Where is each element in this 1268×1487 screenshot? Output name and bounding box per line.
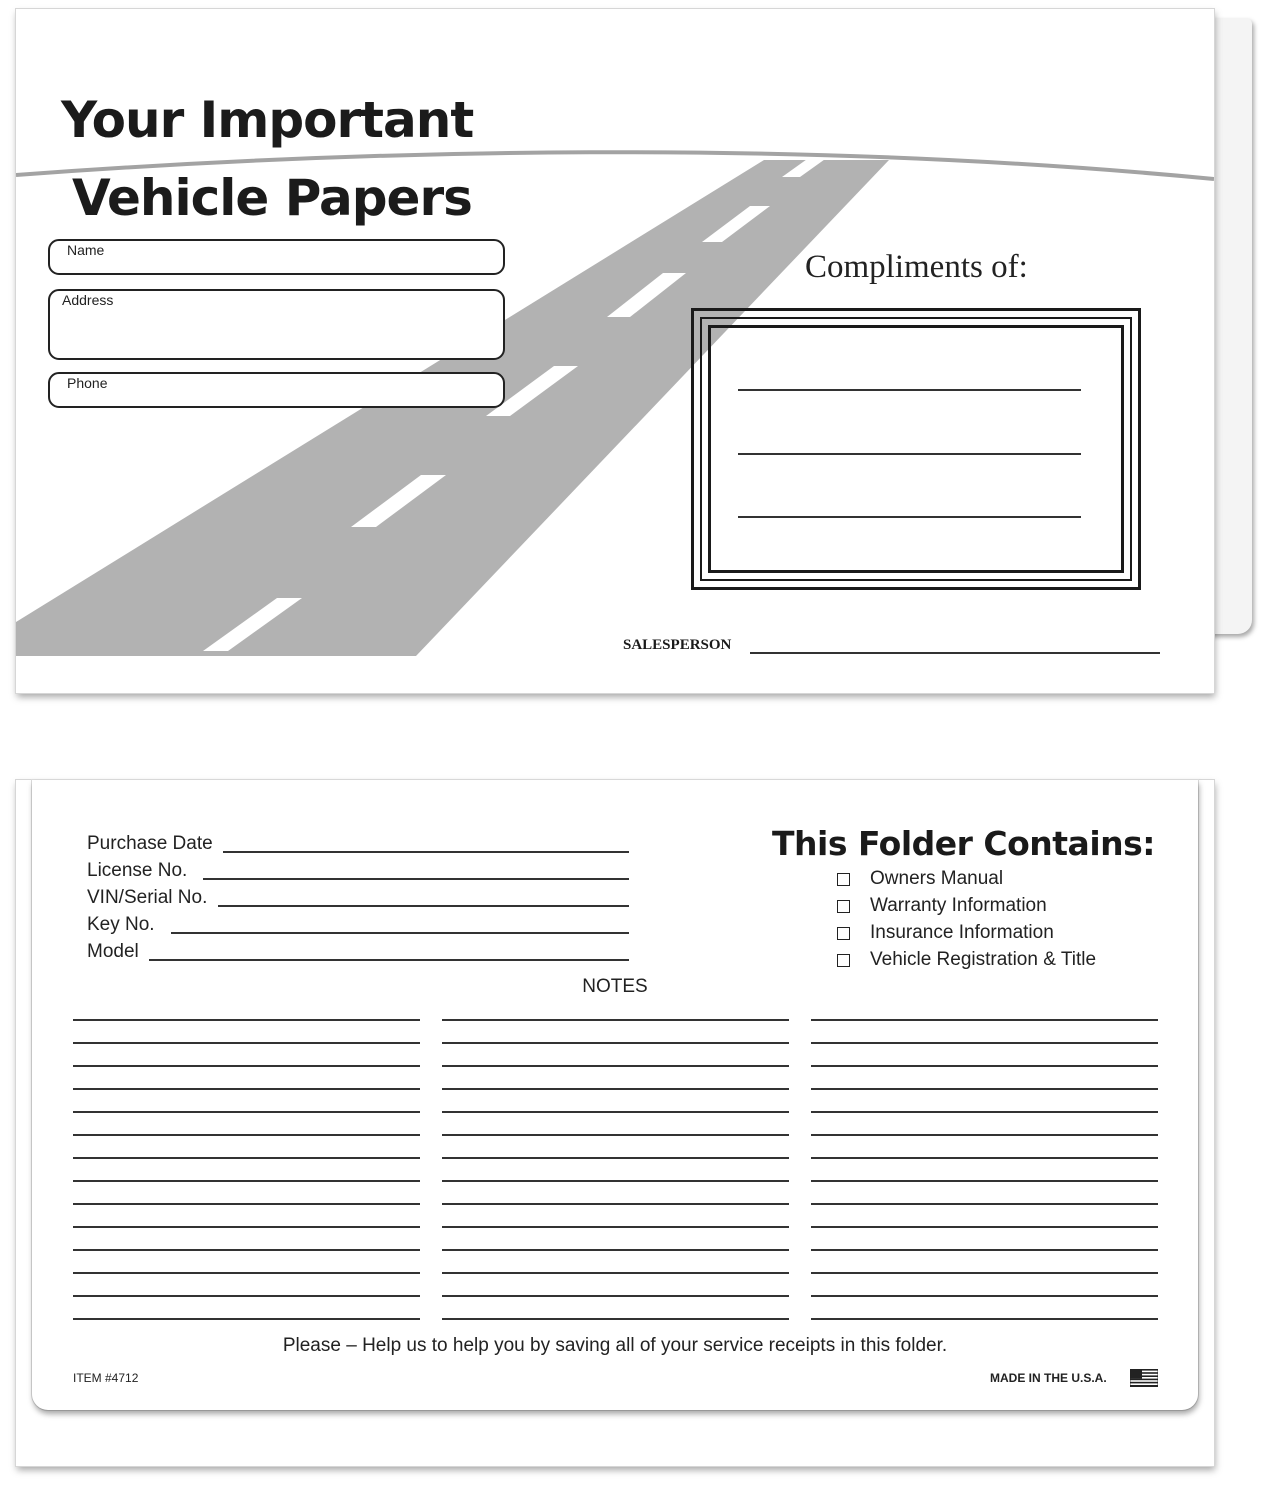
note-line[interactable] [811,1157,1158,1159]
license-no-line[interactable] [203,878,629,880]
note-line[interactable] [442,1088,789,1090]
dealer-line-1[interactable] [738,389,1081,391]
note-line[interactable] [811,1180,1158,1182]
note-line[interactable] [442,1249,789,1251]
made-in-label: MADE IN THE U.S.A. [990,1371,1107,1385]
contents-title: This Folder Contains: [772,824,1155,863]
registration-title-checkbox[interactable] [837,954,850,967]
salesperson-label: SALESPERSON [623,637,732,653]
note-line[interactable] [73,1249,420,1251]
note-line[interactable] [442,1134,789,1136]
note-line[interactable] [811,1203,1158,1205]
warranty-information-checkbox[interactable] [837,900,850,913]
name-field[interactable] [48,239,505,275]
note-line[interactable] [442,1180,789,1182]
note-line[interactable] [442,1226,789,1228]
note-line[interactable] [811,1019,1158,1021]
compliments-label: Compliments of: [805,249,1028,285]
dealer-line-3[interactable] [738,516,1081,518]
note-line[interactable] [442,1111,789,1113]
license-no-label: License No. [87,860,188,881]
owners-manual-checkbox[interactable] [837,873,850,886]
vin-serial-label: VIN/Serial No. [87,887,208,908]
note-line[interactable] [73,1203,420,1205]
warranty-information-label: Warranty Information [870,895,1047,916]
note-line[interactable] [442,1318,789,1320]
phone-field-label: Phone [67,375,108,391]
note-line[interactable] [442,1203,789,1205]
note-line[interactable] [73,1111,420,1113]
owners-manual-label: Owners Manual [870,868,1004,889]
title-line-1: Your Important [61,91,474,149]
note-line[interactable] [811,1088,1158,1090]
note-line[interactable] [811,1295,1158,1297]
title-line-2: Vehicle Papers [72,169,472,227]
note-line[interactable] [442,1157,789,1159]
note-line[interactable] [811,1272,1158,1274]
note-line[interactable] [442,1019,789,1021]
insurance-information-checkbox[interactable] [837,927,850,940]
salesperson-line[interactable] [750,652,1160,654]
footer-message: Please – Help us to help you by saving all of your service receipts in this folder. [282,1335,948,1356]
note-line[interactable] [73,1272,420,1274]
folder-inner-pocket [32,780,1198,1410]
note-line[interactable] [73,1157,420,1159]
note-line[interactable] [73,1042,420,1044]
note-line[interactable] [73,1180,420,1182]
note-line[interactable] [442,1065,789,1067]
note-line[interactable] [811,1042,1158,1044]
note-line[interactable] [811,1226,1158,1228]
note-line[interactable] [73,1019,420,1021]
notes-heading: NOTES [582,976,648,997]
note-line[interactable] [442,1295,789,1297]
note-line[interactable] [811,1065,1158,1067]
folder-front-panel [16,9,1214,693]
note-line[interactable] [73,1088,420,1090]
note-line[interactable] [811,1318,1158,1320]
note-line[interactable] [73,1295,420,1297]
vin-serial-line[interactable] [218,905,629,907]
note-line[interactable] [442,1042,789,1044]
address-field-label: Address [62,292,114,308]
note-line[interactable] [811,1249,1158,1251]
registration-title-label: Vehicle Registration & Title [870,949,1097,970]
note-line[interactable] [811,1134,1158,1136]
note-line[interactable] [442,1272,789,1274]
model-line[interactable] [149,959,629,961]
purchase-date-label: Purchase Date [87,833,213,854]
note-line[interactable] [73,1065,420,1067]
note-line[interactable] [73,1226,420,1228]
dealer-frame-inner [708,325,1124,573]
name-field-label: Name [67,242,105,258]
phone-field[interactable] [48,372,505,408]
dealer-line-2[interactable] [738,453,1081,455]
us-flag-icon [1130,1369,1158,1387]
insurance-information-label: Insurance Information [870,922,1054,943]
key-no-label: Key No. [87,914,155,935]
model-label: Model [87,941,139,962]
note-line[interactable] [73,1134,420,1136]
item-number: ITEM #4712 [73,1371,139,1385]
purchase-date-line[interactable] [223,851,629,853]
key-no-line[interactable] [171,932,629,934]
address-field[interactable] [48,289,505,360]
note-line[interactable] [811,1111,1158,1113]
note-line[interactable] [73,1318,420,1320]
